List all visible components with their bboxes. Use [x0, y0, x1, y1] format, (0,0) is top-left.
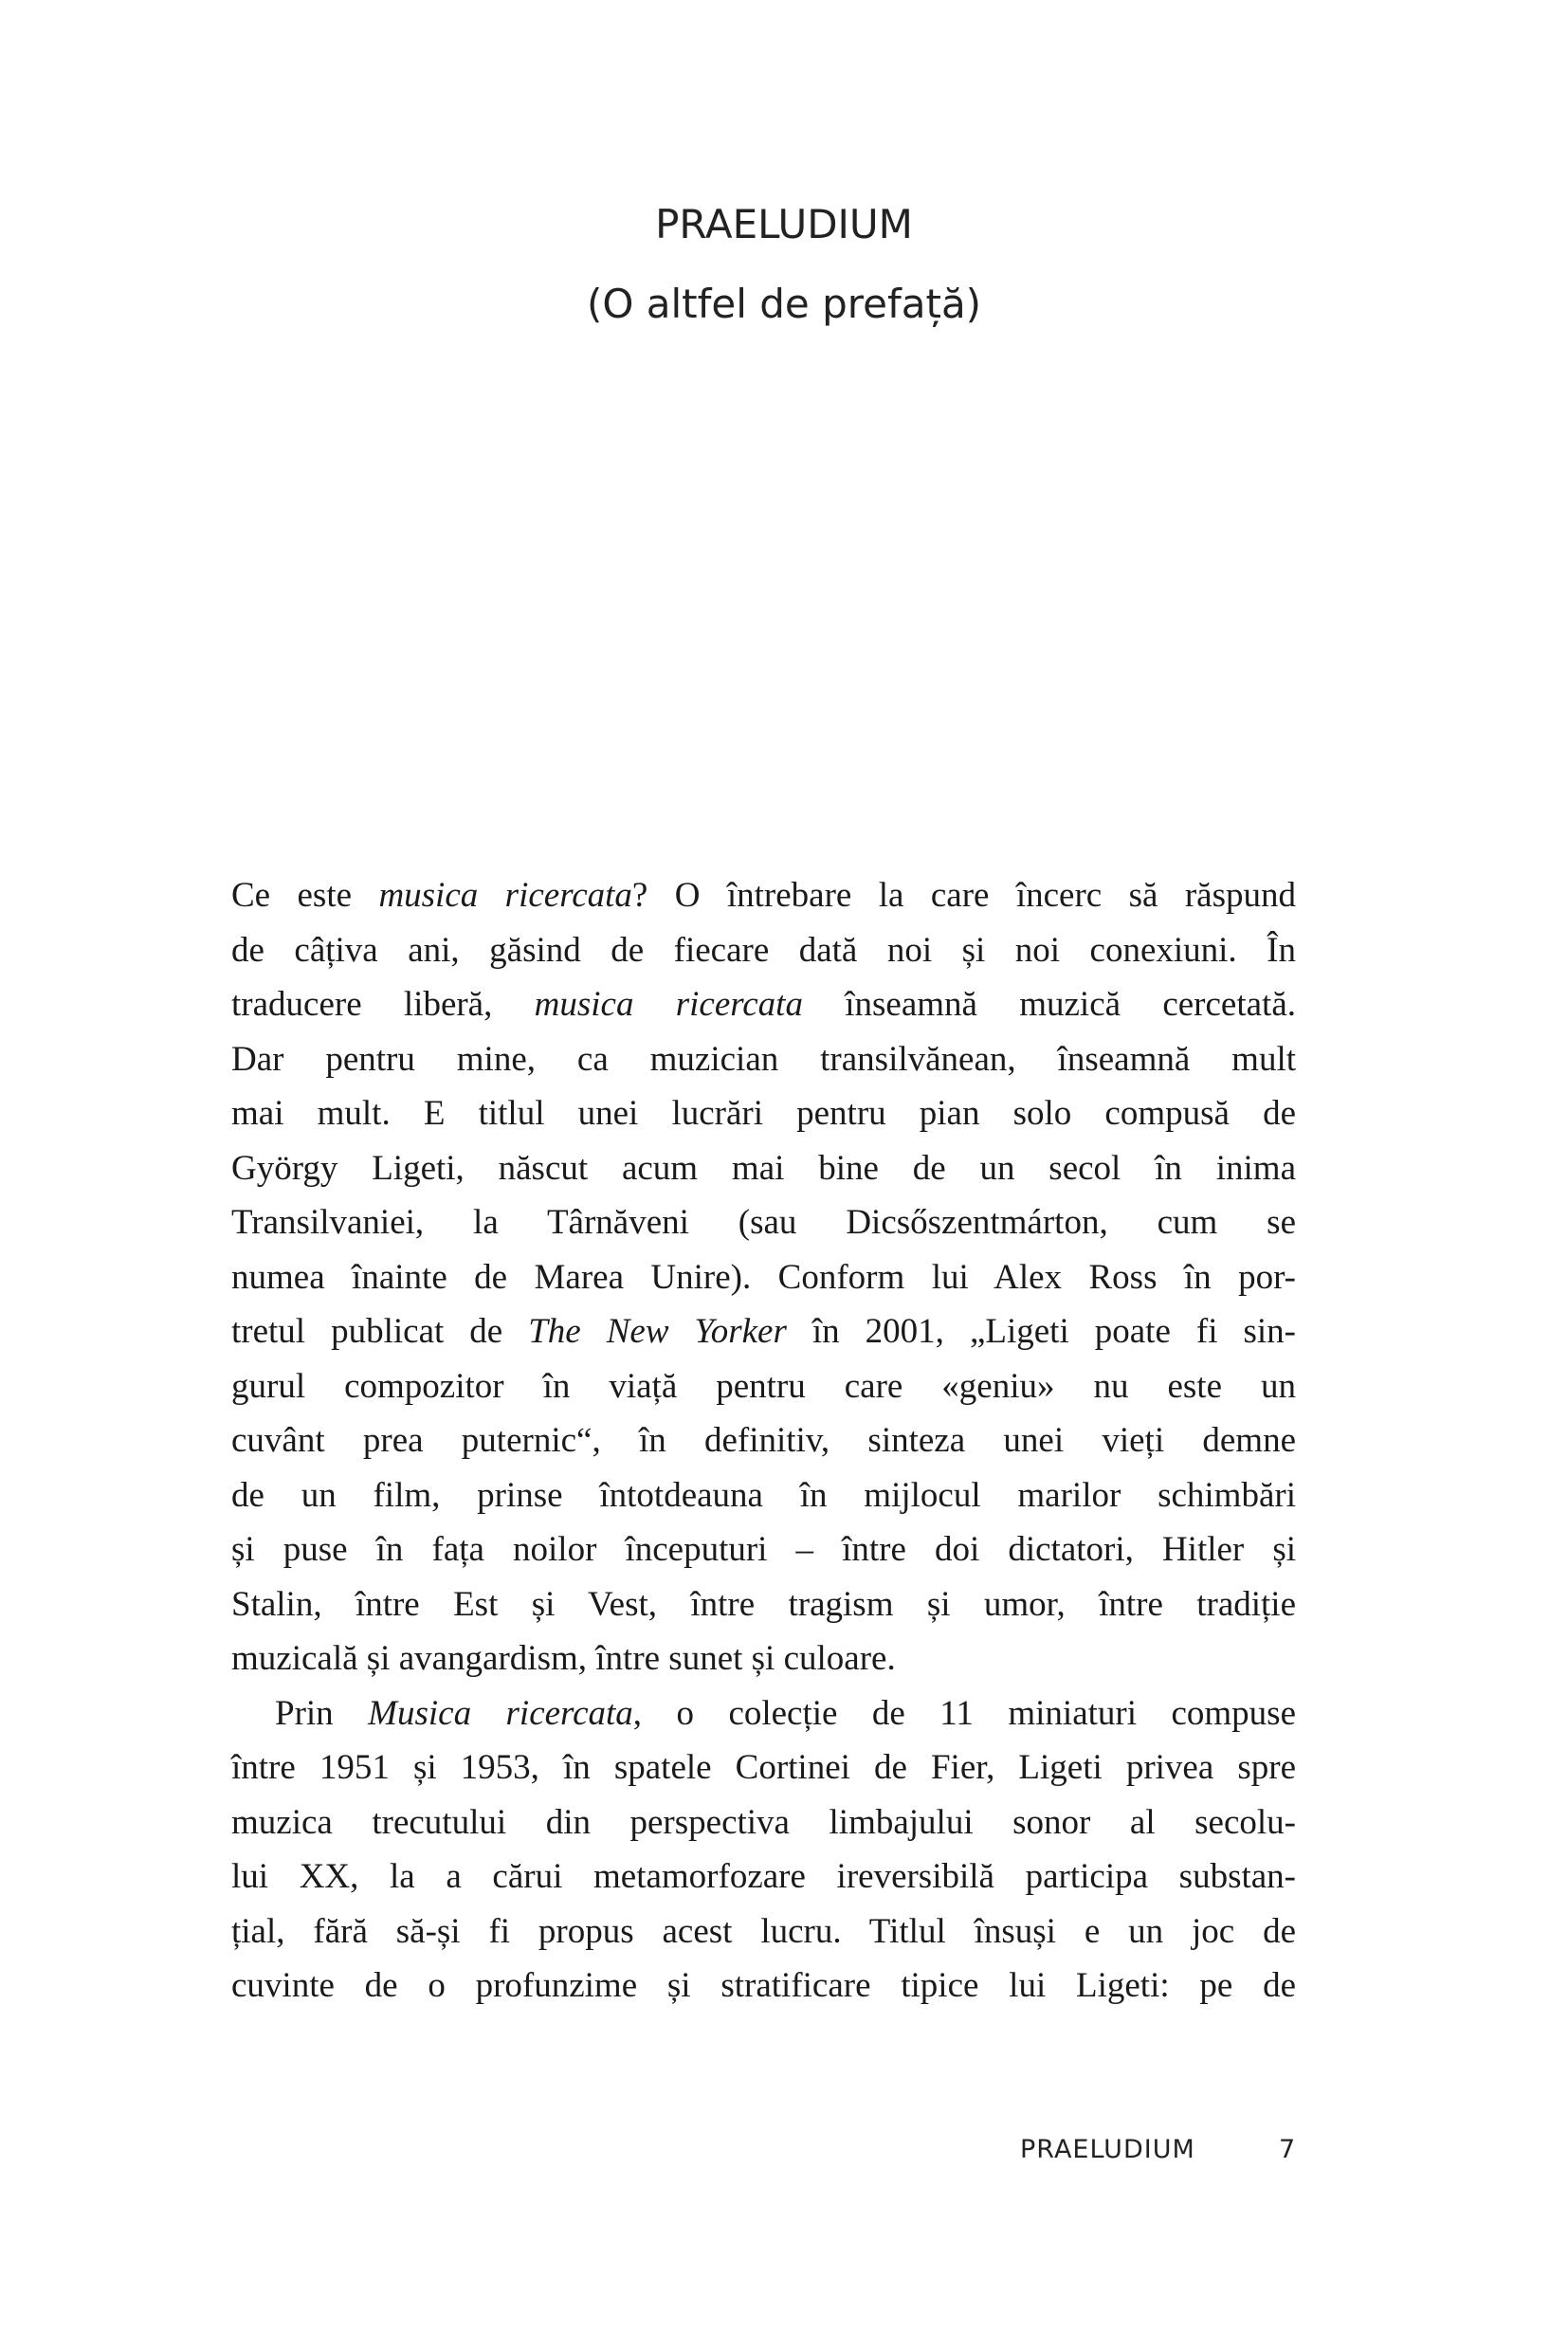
- text-line: [231, 1795, 1296, 1850]
- text-segment: și puse în fața noilor începuturi – între doi dictatori, Hitler și: [231, 1530, 1296, 1569]
- text-line: [231, 923, 1296, 978]
- text-line: [231, 1850, 1296, 1904]
- chapter-subtitle: (O altfel de prefață): [586, 281, 982, 327]
- text-line: [231, 1359, 1296, 1414]
- body-text: [231, 868, 1296, 2014]
- text-segment: cuvânt prea puternic“, în definitiv, sinteza unei vieți demne: [231, 1421, 1296, 1460]
- page-number: 7: [1279, 2135, 1296, 2164]
- italic-text: The New Yorker: [528, 1312, 787, 1351]
- chapter-title: PRAELUDIUM: [655, 201, 913, 247]
- text-segment: muzicală și avangardism, între sunet și culoare.: [231, 1639, 896, 1678]
- text-line: [231, 1250, 1296, 1305]
- text-segment: Prin: [275, 1693, 369, 1733]
- text-line: [231, 1686, 1296, 1741]
- text-line: [231, 1740, 1296, 1795]
- text-segment: Transilvaniei, la Târnăveni (sau Dicsőszentmárton, cum se: [231, 1203, 1296, 1242]
- text-segment: înseamnă muzică cercetată.: [802, 985, 1296, 1024]
- text-line: [231, 1522, 1296, 1577]
- text-segment: ? O întrebare la care încerc să răspund: [631, 876, 1296, 915]
- text-segment: în 2001, „Ligeti poate fi sin-: [786, 1312, 1296, 1351]
- text-line: [231, 868, 1296, 923]
- italic-text: musica ricercata: [378, 876, 632, 915]
- text-line: [231, 1959, 1296, 2014]
- text-segment: Stalin, între Est și Vest, între tragism și umor, între tradiție: [231, 1584, 1296, 1624]
- text-segment: cuvinte de o profunzime și stratificare tipice lui Ligeti: pe de: [231, 1966, 1296, 2005]
- text-segment: Ce este: [231, 876, 379, 915]
- text-segment: țial, fără să-și fi propus acest lucru. Titlul însuși e un joc de: [231, 1911, 1296, 1951]
- text-line: [231, 1577, 1296, 1632]
- text-line: [231, 1086, 1296, 1141]
- text-segment: de un film, prinse întotdeauna în mijlocul marilor schimbări: [231, 1475, 1296, 1515]
- text-segment: mai mult. E titlul unei lucrări pentru pian solo compusă de: [231, 1094, 1296, 1133]
- italic-text: Musica ricercata: [368, 1693, 633, 1733]
- text-line: [231, 1195, 1296, 1250]
- text-segment: muzica trecutului din perspectiva limbajului sonor al secolu-: [231, 1802, 1296, 1842]
- text-line: [231, 1904, 1296, 1959]
- running-head: PRAELUDIUM: [1020, 2135, 1195, 2164]
- text-segment: György Ligeti, născut acum mai bine de un secol în inima: [231, 1148, 1296, 1188]
- text-line: [231, 1413, 1296, 1468]
- text-line: [231, 1468, 1296, 1523]
- text-segment: lui XX, la a cărui metamorfozare ireversibilă participa substan-: [231, 1857, 1296, 1896]
- text-segment: tretul publicat de: [231, 1312, 529, 1351]
- text-segment: gurul compozitor în viață pentru care «geniu» nu este un: [231, 1366, 1296, 1406]
- text-segment: de câțiva ani, găsind de fiecare dată noi și noi conexiuni. În: [231, 930, 1296, 970]
- text-line: [231, 1304, 1296, 1359]
- text-line: [231, 1141, 1296, 1196]
- text-segment: între 1951 și 1953, în spatele Cortinei de Fier, Ligeti privea spre: [231, 1748, 1296, 1787]
- text-line: [231, 1631, 1296, 1686]
- text-segment: Dar pentru mine, ca muzician transilvănean, înseamnă mult: [231, 1039, 1296, 1079]
- italic-text: musica ricercata: [534, 985, 803, 1024]
- text-line: [231, 977, 1296, 1032]
- text-segment: traducere liberă,: [231, 985, 535, 1024]
- text-line: [231, 1032, 1296, 1087]
- text-segment: , o colecție de 11 miniaturi compuse: [632, 1693, 1296, 1733]
- text-segment: numea înainte de Marea Unire). Conform lui Alex Ross în por-: [231, 1257, 1296, 1297]
